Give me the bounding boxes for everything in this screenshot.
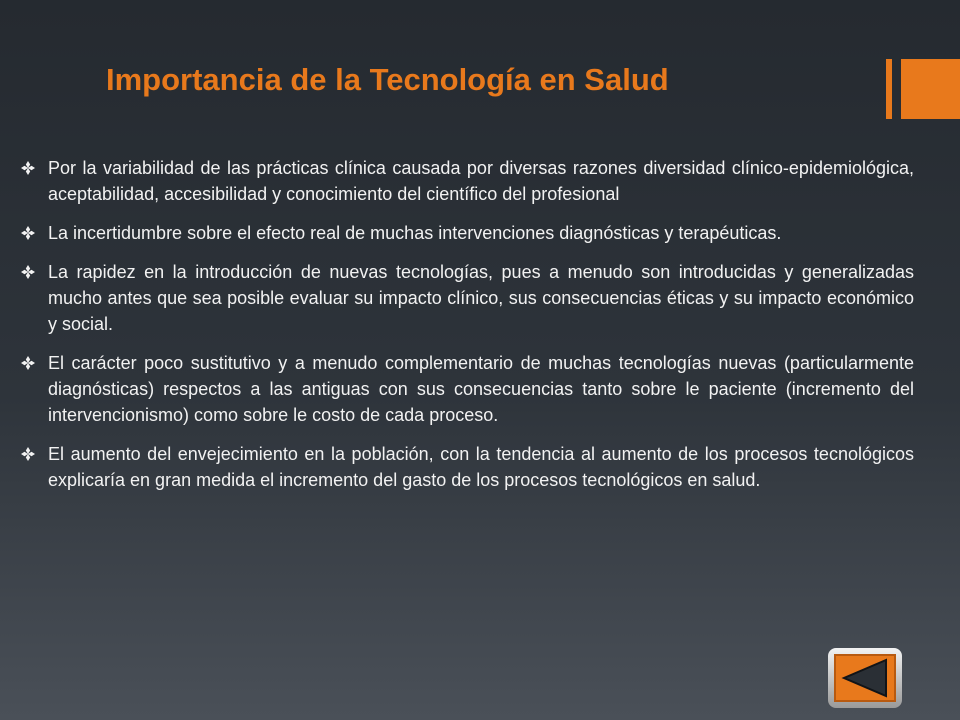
bullet-text: La rapidez en la introducción de nuevas tecnologías, pues a menudo son introducidas y generalizadas mucho antes que sea posible evaluar su impacto clínico, sus consecuencias éticas y su impacto económico y social. — [48, 262, 914, 334]
bullet-text: La incertidumbre sobre el efecto real de muchas intervenciones diagnósticas y terapéuticas. — [48, 223, 782, 243]
back-triangle-icon — [836, 656, 894, 700]
bullet-text: Por la variabilidad de las prácticas clínica causada por diversas razones diversidad clínico-epidemiológica, aceptabilidad, accesibilidad y conocimiento del científico del profesional — [48, 158, 914, 204]
bullet-item — [48, 220, 914, 246]
slide-title: Importancia de la Tecnología en Salud — [106, 62, 669, 97]
title-accent-bar-thin — [886, 59, 892, 119]
diamond-bullet-icon — [21, 226, 35, 240]
title-accent-bar-thick — [901, 59, 960, 119]
back-button[interactable] — [828, 648, 902, 708]
bullet-item — [48, 350, 914, 428]
bullet-item — [48, 155, 914, 207]
bullet-item — [48, 259, 914, 337]
bullet-text: El aumento del envejecimiento en la población, con la tendencia al aumento de los procesos tecnológicos explicaría en gran medida el incremento del gasto de los procesos tecnológicos en salud. — [48, 444, 914, 490]
bullet-item — [48, 441, 914, 493]
back-button-face — [834, 654, 896, 702]
diamond-bullet-icon — [21, 447, 35, 461]
diamond-bullet-icon — [21, 265, 35, 279]
diamond-bullet-icon — [21, 161, 35, 175]
diamond-bullet-icon — [21, 356, 35, 370]
bullet-list — [48, 155, 914, 506]
bullet-text: El carácter poco sustitutivo y a menudo complementario de muchas tecnologías nuevas (particularmente diagnósticas) respectos a las antiguas con sus consecuencias tanto sobre le paciente (incremento del intervencionismo) como sobre le costo de cada proceso. — [48, 353, 914, 425]
